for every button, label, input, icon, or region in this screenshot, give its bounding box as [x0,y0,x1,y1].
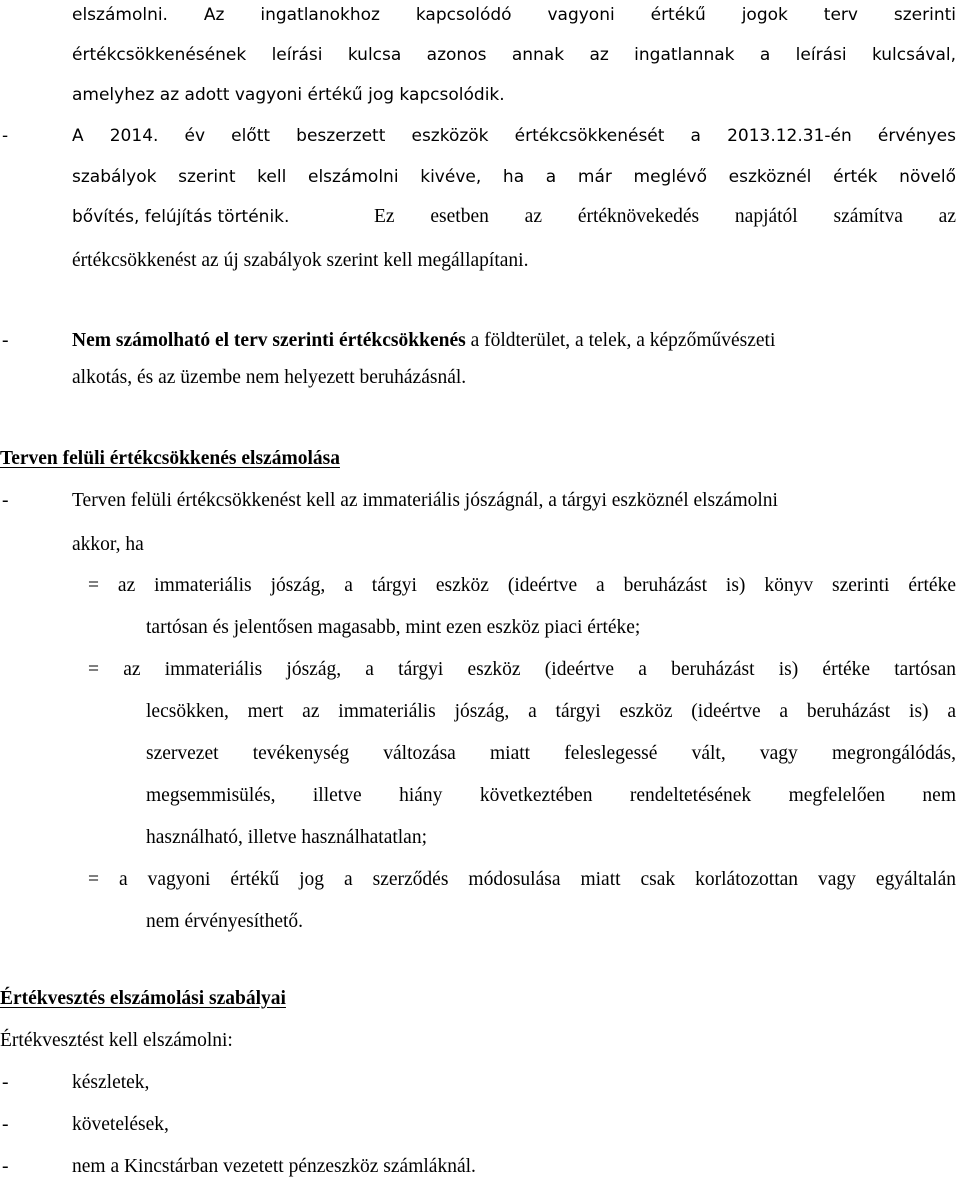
paragraph-line: Ez esetben az értéknövekedés napjától számítva az [374,206,956,227]
paragraph-line: Terven felüli értékcsökkenést kell az immateriális jószágnál, a tárgyi eszköznél elszámolni [72,490,778,511]
paragraph-line: Értékvesztést kell elszámolni: [0,1030,233,1051]
paragraph-line: bővítés, felújítás történik. [72,207,290,227]
paragraph-line: alkotás, és az üzembe nem helyezett beruházásnál. [72,367,467,388]
condition-line: tartósan és jelentősen magasabb, mint ezen eszköz piaci értéke; [146,617,641,638]
bold-phrase: Nem számolható el terv szerinti értékcsökkenés [72,330,466,351]
condition-line: nem érvényesíthető. [146,911,304,932]
paragraph-line: értékcsökkenésének leírási kulcsa azonos annak az ingatlannak a leírási kulcsával, [72,45,956,65]
bullet-dash: - [2,126,9,146]
condition-line: = az immateriális jószág, a tárgyi eszköz (ideértve a beruházást is) értéke tartósan [88,659,956,680]
list-item: készletek, [72,1072,150,1093]
paragraph-line: értékcsökkenést az új szabályok szerint kell megállapítani. [72,250,529,271]
paragraph-line: elszámolni. Az ingatlanokhoz kapcsolódó vagyoni értékű jogok terv szerinti [72,5,956,25]
condition-line: használható, illetve használhatatlan; [146,827,428,848]
list-item: nem a Kincstárban vezetett pénzeszköz számláknál. [72,1156,476,1177]
paragraph-line: amelyhez az adott vagyoni értékű jog kapcsolódik. [72,85,505,105]
bullet-dash: - [2,1156,9,1177]
list-item: követelések, [72,1114,169,1135]
bullet-dash: - [2,1072,9,1093]
condition-line: = az immateriális jószág, a tárgyi eszköz (ideértve a beruházást is) könyv szerinti értéke [88,575,956,596]
condition-line: szervezet tevékenység változása miatt feleslegessé vált, vagy megrongálódás, [146,743,956,764]
section-heading: Terven felüli értékcsökkenés elszámolása [0,448,340,469]
section-heading: Értékvesztés elszámolási szabályai [0,988,286,1009]
condition-line: = a vagyoni értékű jog a szerződés módosulása miatt csak korlátozottan vagy egyáltalán [88,869,956,890]
paragraph-line: akkor, ha [72,534,144,555]
paragraph-text: a földterület, a telek, a képzőművészeti [470,330,776,351]
bullet-dash: - [2,1114,9,1135]
bullet-dash: - [2,490,9,511]
paragraph-line: szabályok szerint kell elszámolni kivéve, ha a már meglévő eszköznél érték növelő [72,167,956,187]
paragraph-line [72,329,775,353]
paragraph-line: A 2014. év előtt beszerzett eszközök értékcsökkenését a 2013.12.31-én érvényes [72,126,956,146]
condition-line: megsemmisülés, illetve hiány következtében rendeltetésének megfelelően nem [146,785,956,806]
condition-line: lecsökken, mert az immateriális jószág, a tárgyi eszköz (ideértve a beruházást is) a [146,701,956,722]
bullet-dash: - [2,330,9,351]
